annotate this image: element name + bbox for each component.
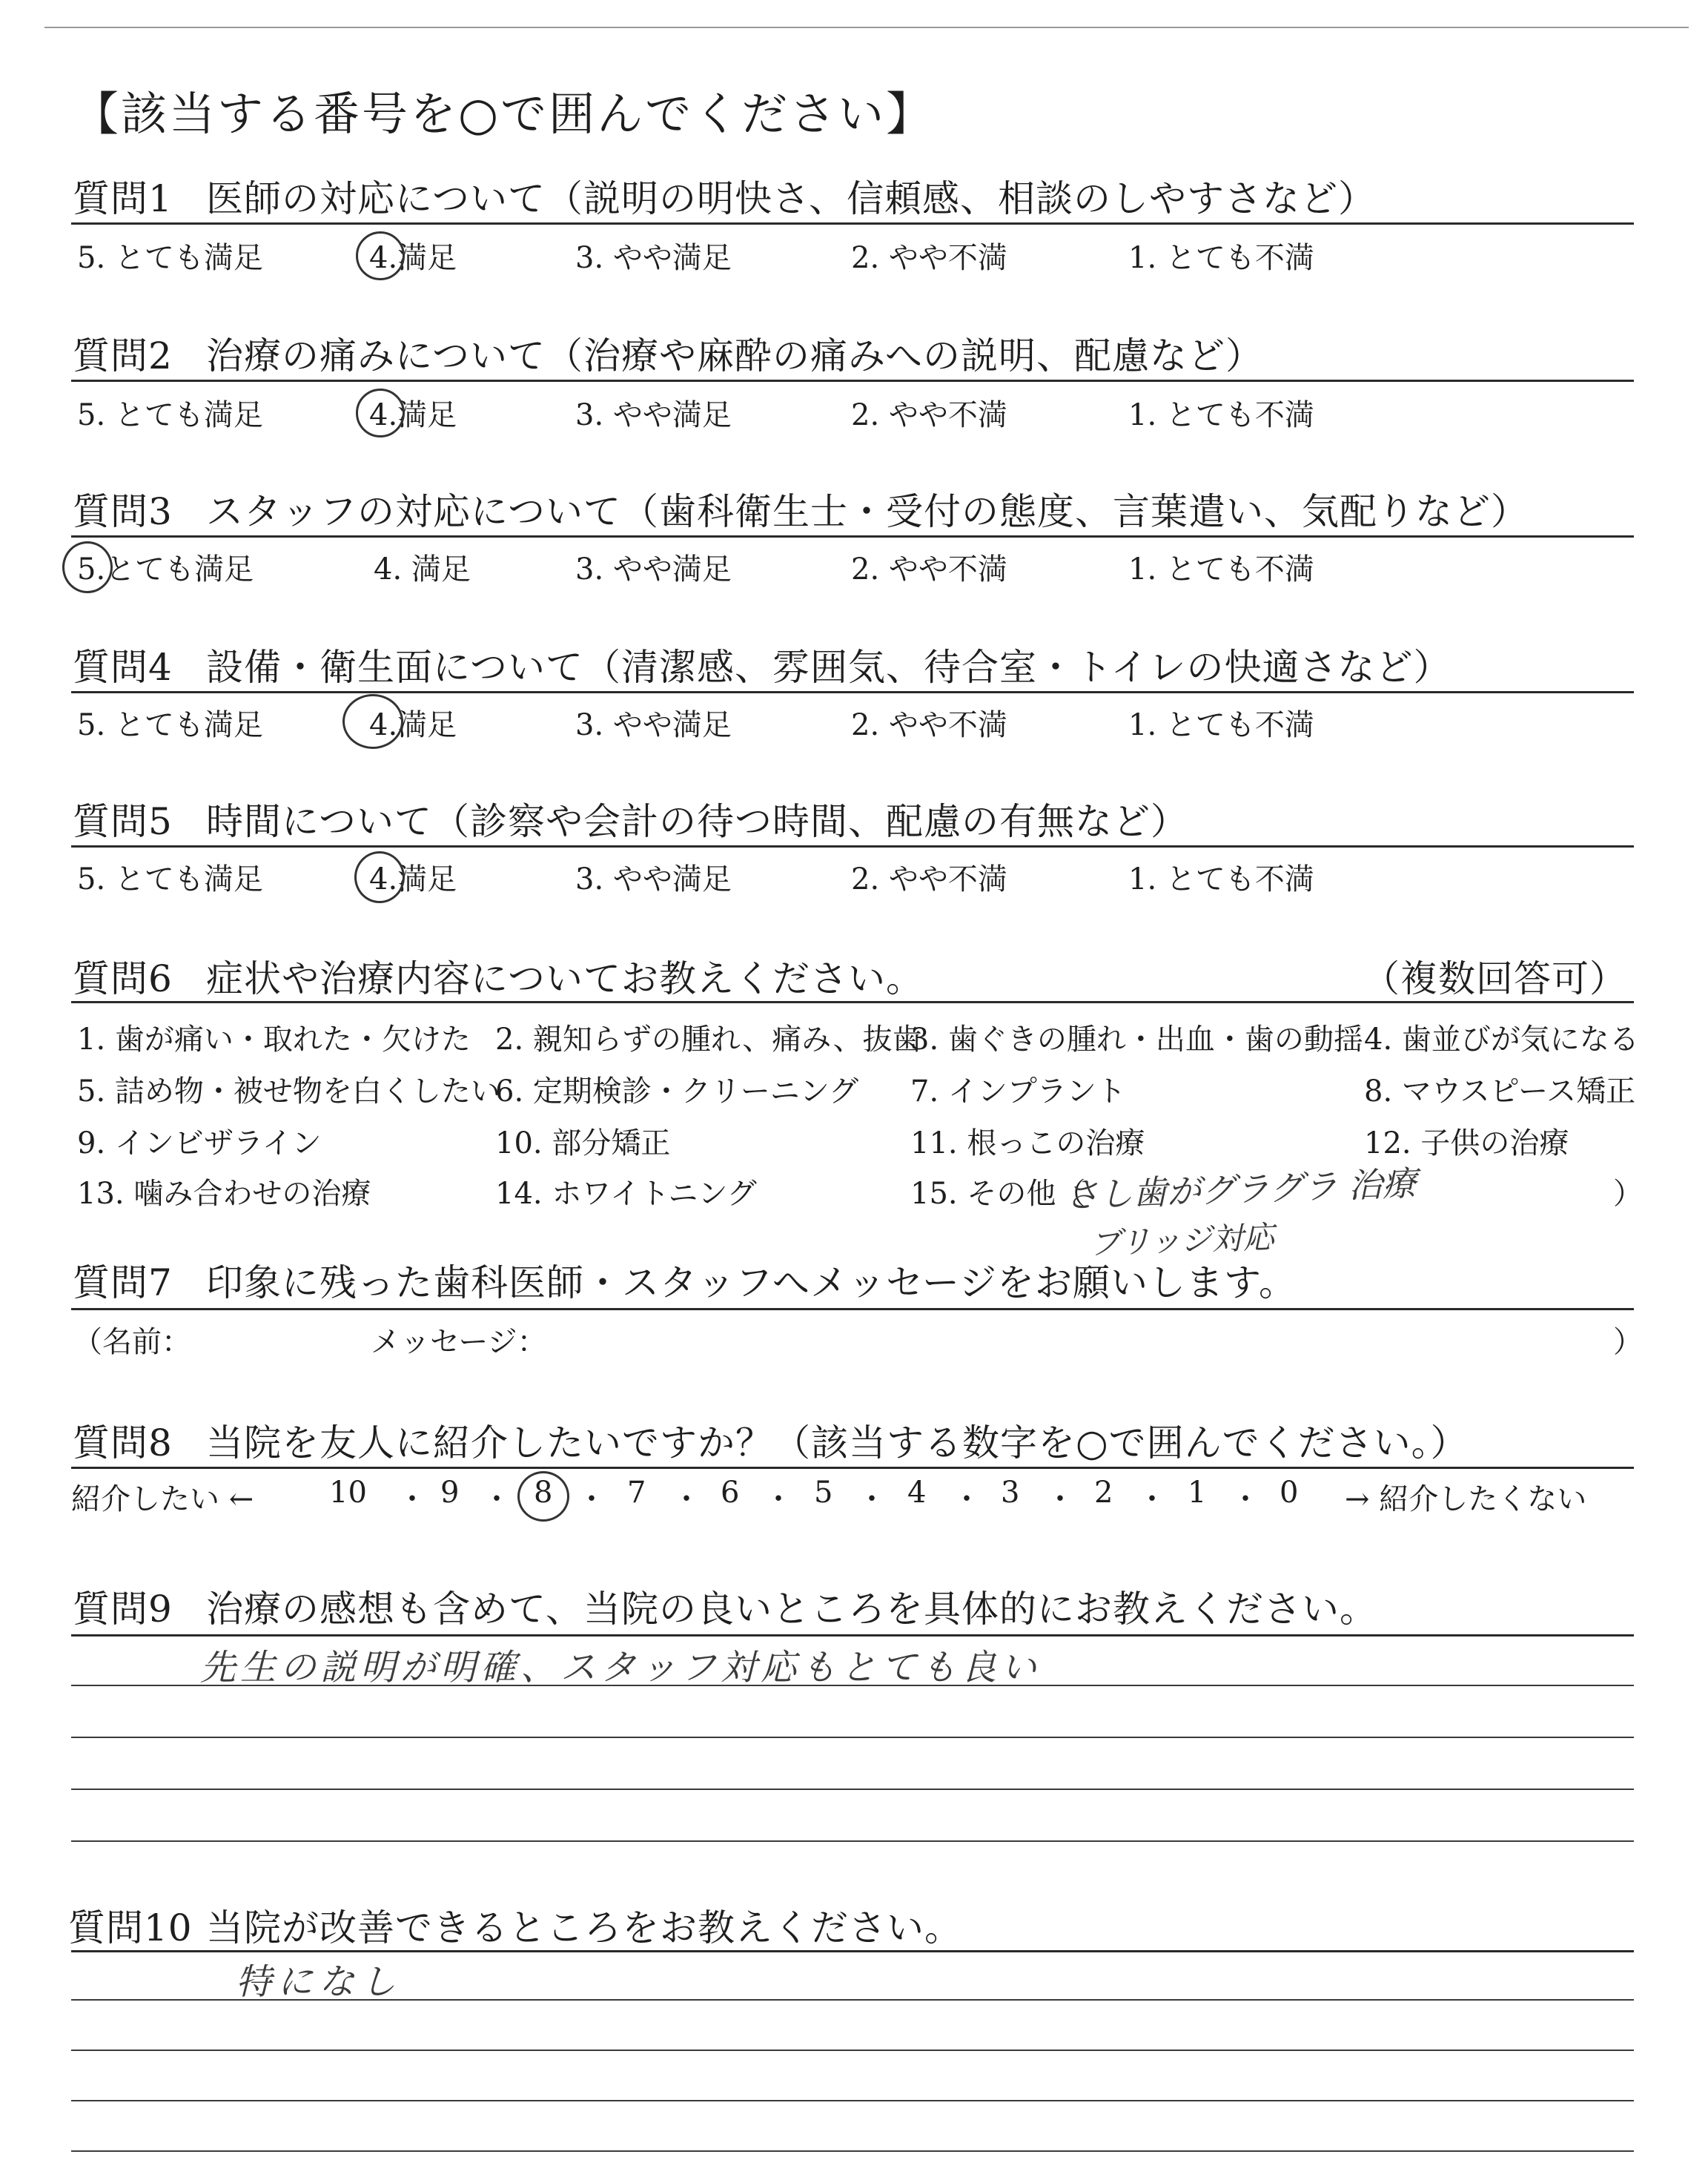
q8-score-8[interactable]: 8	[534, 1476, 553, 1510]
q8-left-label: 紹介したい ←	[71, 1482, 254, 1516]
q10-handwritten-answer: 特になし	[236, 1961, 403, 2003]
q6-item-8[interactable]: 8. マウスピース矯正	[1364, 1074, 1636, 1109]
q5-option-3[interactable]: 3. やや満足	[575, 862, 732, 896]
q5-rule	[71, 845, 1634, 848]
q6-item-12[interactable]: 12. 子供の治療	[1364, 1126, 1569, 1160]
q1-option-2[interactable]: 2. やや不満	[851, 241, 1007, 275]
q6-item-15-other[interactable]: 15. その他（	[910, 1177, 1086, 1211]
q5-label: 質問5	[73, 800, 173, 843]
q5-option-1[interactable]: 1. とても不満	[1128, 862, 1314, 896]
q6-item-1[interactable]: 1. 歯が痛い・取れた・欠けた	[77, 1023, 471, 1057]
q6-item-6[interactable]: 6. 定期検診・クリーニング	[495, 1074, 859, 1109]
q2-option-3[interactable]: 3. やや満足	[575, 398, 732, 432]
q8-separator: ・	[952, 1482, 982, 1516]
q8-score-0[interactable]: 0	[1280, 1476, 1299, 1510]
q9-answer-line	[71, 1685, 1634, 1686]
q8-score-9[interactable]: 9	[440, 1476, 460, 1510]
q10-answer-line	[71, 1999, 1634, 2001]
q9-label: 質問9	[73, 1588, 173, 1631]
q3-rule	[71, 535, 1634, 538]
q3-label: 質問3	[73, 490, 173, 533]
q7-message-label: メッセージ：	[371, 1325, 547, 1359]
q2-rule	[71, 380, 1634, 382]
q4-option-3[interactable]: 3. やや満足	[575, 708, 732, 742]
q6-other-close-paren: ）	[1613, 1177, 1643, 1211]
q6-other-handwritten-line1: さし歯がグラグラ 治療	[1064, 1163, 1417, 1216]
q8-separator: ・	[577, 1482, 606, 1516]
q9-answer-line	[71, 1789, 1634, 1790]
q6-item-13[interactable]: 13. 噛み合わせの治療	[77, 1177, 371, 1211]
q9-handwritten-answer: 先生の説明が明確、スタッフ対応もとても良い	[200, 1647, 1042, 1688]
q8-rule	[71, 1467, 1634, 1469]
instruction-header: 【該当する番号を○で囲んでください】	[73, 87, 935, 141]
q8-separator: ・	[857, 1482, 887, 1516]
q6-item-9[interactable]: 9. インビザライン	[77, 1126, 322, 1160]
q2-option-5[interactable]: 5. とても満足	[77, 398, 263, 432]
q4-text: 設備・衛生面について（清潔感、雰囲気、待合室・トイレの快適さなど）	[206, 646, 1452, 689]
q8-score-4[interactable]: 4	[907, 1476, 927, 1510]
q3-option-4[interactable]: 4. 満足	[374, 552, 471, 587]
q4-option-5[interactable]: 5. とても満足	[77, 708, 263, 742]
q8-score-7[interactable]: 7	[627, 1476, 646, 1510]
q2-option-4[interactable]: 4.満足	[369, 398, 457, 432]
q6-text: 症状や治療内容についてお教えください。	[206, 957, 924, 1000]
q8-score-5[interactable]: 5	[814, 1476, 833, 1510]
q4-option-2[interactable]: 2. やや不満	[851, 708, 1007, 742]
q7-rule	[71, 1308, 1634, 1310]
q9-rule	[71, 1634, 1634, 1636]
q8-score-1[interactable]: 1	[1188, 1476, 1207, 1510]
q8-separator: ・	[764, 1482, 793, 1516]
q3-option-3[interactable]: 3. やや満足	[575, 552, 732, 587]
q1-rule	[71, 222, 1634, 225]
q8-right-label: → 紹介したくない	[1345, 1482, 1587, 1516]
q1-text: 医師の対応について（説明の明快さ、信頼感、相談のしやすさなど）	[206, 177, 1376, 220]
q8-separator: ・	[1137, 1482, 1167, 1516]
q9-text: 治療の感想も含めて、当院の良いところを具体的にお教えください。	[206, 1588, 1377, 1631]
q4-label: 質問4	[73, 646, 173, 689]
q4-selection-circle	[342, 694, 403, 749]
q6-item-5[interactable]: 5. 詰め物・被せ物を白くしたい	[77, 1074, 500, 1109]
q8-score-3[interactable]: 3	[1001, 1476, 1020, 1510]
q5-option-4[interactable]: 4.満足	[369, 862, 457, 896]
q7-text: 印象に残った歯科医師・スタッフへメッセージをお願いします。	[206, 1261, 1297, 1304]
q9-answer-line	[71, 1840, 1634, 1842]
q4-option-1[interactable]: 1. とても不満	[1128, 708, 1314, 742]
q8-score-2[interactable]: 2	[1094, 1476, 1113, 1510]
q10-answer-line	[71, 2050, 1634, 2051]
q2-option-2[interactable]: 2. やや不満	[851, 398, 1007, 432]
q8-separator: ・	[482, 1482, 512, 1516]
q8-score-10[interactable]: 10	[329, 1476, 367, 1510]
q1-option-3[interactable]: 3. やや満足	[575, 241, 732, 275]
q6-note: （複数回答可）	[1363, 957, 1627, 1000]
q2-option-1[interactable]: 1. とても不満	[1128, 398, 1314, 432]
q6-other-handwritten-line2: ブリッジ対応	[1089, 1218, 1275, 1262]
q6-item-11[interactable]: 11. 根っこの治療	[910, 1126, 1145, 1160]
q2-label: 質問2	[73, 334, 173, 377]
q8-separator: ・	[1045, 1482, 1075, 1516]
q8-text: 当院を友人に紹介したいですか？（該当する数字を○で囲んでください。）	[206, 1421, 1469, 1464]
q10-rule	[71, 1950, 1634, 1952]
q6-rule	[71, 1001, 1634, 1003]
q7-label: 質問7	[73, 1261, 173, 1304]
q8-label: 質問8	[73, 1421, 173, 1464]
q1-option-5[interactable]: 5. とても満足	[77, 241, 263, 275]
q2-text: 治療の痛みについて（治療や麻酔の痛みへの説明、配慮など）	[206, 334, 1263, 377]
q8-score-6[interactable]: 6	[721, 1476, 740, 1510]
q8-selection-circle	[517, 1471, 569, 1522]
q6-item-4[interactable]: 4. 歯並びが気になる	[1364, 1023, 1639, 1057]
q5-text: 時間について（診察や会計の待つ時間、配慮の有無など）	[206, 800, 1188, 843]
q3-option-2[interactable]: 2. やや不満	[851, 552, 1007, 587]
q4-rule	[71, 691, 1634, 693]
q1-option-1[interactable]: 1. とても不満	[1128, 241, 1314, 275]
q5-selection-circle	[354, 851, 405, 903]
q6-item-2[interactable]: 2. 親知らずの腫れ、痛み、抜歯	[495, 1023, 922, 1057]
q10-text: 当院が改善できるところをお教えください。	[206, 1906, 962, 1949]
q6-item-14[interactable]: 14. ホワイトニング	[495, 1177, 757, 1211]
q6-item-3[interactable]: 3. 歯ぐきの腫れ・出血・歯の動揺	[910, 1023, 1363, 1057]
q4-option-4[interactable]: 4.満足	[369, 708, 457, 742]
page-top-edge	[44, 27, 1689, 28]
q9-answer-line	[71, 1737, 1634, 1738]
q3-text: スタッフの対応について（歯科衛生士・受付の態度、言葉遣い、気配りなど）	[206, 490, 1529, 533]
q7-name-label: （名前：	[73, 1325, 191, 1359]
q3-option-1[interactable]: 1. とても不満	[1128, 552, 1314, 587]
q10-answer-line	[71, 2100, 1634, 2101]
q8-separator: ・	[672, 1482, 701, 1516]
q10-label: 質問10	[68, 1906, 193, 1949]
q8-separator: ・	[397, 1482, 427, 1516]
q10-answer-line	[71, 2150, 1634, 2152]
q5-option-5[interactable]: 5. とても満足	[77, 862, 263, 896]
q8-separator: ・	[1231, 1482, 1260, 1516]
q6-item-10[interactable]: 10. 部分矯正	[495, 1126, 671, 1160]
q1-option-4[interactable]: 4.満足	[369, 241, 457, 275]
q3-selection-circle	[62, 541, 113, 593]
q1-label: 質問1	[73, 177, 173, 220]
q5-option-2[interactable]: 2. やや不満	[851, 862, 1007, 896]
q6-item-7[interactable]: 7. インプラント	[910, 1074, 1126, 1109]
q6-label: 質問6	[73, 957, 173, 1000]
q2-selection-circle	[356, 389, 405, 437]
q7-close-paren: ）	[1613, 1325, 1643, 1359]
q3-option-5[interactable]: 5.とても満足	[77, 552, 254, 587]
q1-selection-circle	[356, 231, 405, 280]
